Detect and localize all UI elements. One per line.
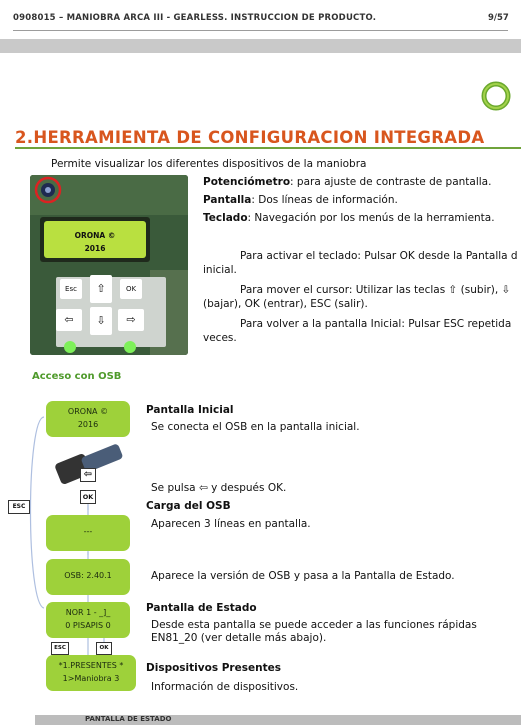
lcd-line: 2016 xyxy=(77,420,99,429)
tool-photo xyxy=(30,175,188,355)
section-intro: Permite visualizar los diferentes dispositivos de la maniobra xyxy=(51,158,367,170)
step-devices-text: Información de dispositivos. xyxy=(151,681,299,693)
section-title: 2.HERRAMIENTA DE CONFIGURACION INTEGRADA xyxy=(15,128,485,147)
orona-logo xyxy=(481,81,511,111)
step-initial-text: Se conecta el OSB en la pantalla inicial. xyxy=(151,421,360,433)
instruction-2b: (bajar), OK (entrar), ESC (salir). xyxy=(203,298,368,310)
lcd-initial xyxy=(46,401,130,437)
right-key[interactable]: ⇨ xyxy=(118,309,144,331)
ok-key-small[interactable]: OK xyxy=(96,642,112,655)
step-load-title: Carga del OSB xyxy=(146,500,231,512)
step-version-text: Aparece la versión de OSB y pasa a la Pantalla de Estado. xyxy=(151,570,455,582)
lcd-line: OSB: 2.40.1 xyxy=(64,571,112,580)
lcd-line: ORONA © xyxy=(67,407,109,416)
up-key[interactable]: ⇧ xyxy=(90,275,112,303)
item-screen xyxy=(203,194,398,206)
step-press-text: Se pulsa ⇦ y después OK. xyxy=(151,482,287,494)
lcd-line-2: 2016 xyxy=(84,244,106,253)
access-title: Acceso con OSB xyxy=(32,371,122,382)
lcd-line: 1>Maniobra 3 xyxy=(62,674,120,683)
lcd-line: --- xyxy=(83,527,93,536)
lcd-line: NOR 1 - _]_ xyxy=(65,608,111,617)
lcd-line: *1.PRESENTES * xyxy=(58,661,124,670)
header-divider xyxy=(13,30,508,31)
lcd-osb-loading xyxy=(46,515,130,551)
step-devices-title: Dispositivos Presentes xyxy=(146,662,281,674)
ok-key[interactable]: OK xyxy=(120,279,142,299)
lcd-devices xyxy=(46,655,136,691)
instruction-2a: Para mover el cursor: Utilizar las teclas ⇧ (subir), ⇩ xyxy=(240,284,511,296)
item-keyboard xyxy=(203,212,495,224)
item-potentiometer xyxy=(203,176,491,188)
left-key[interactable]: ⇦ xyxy=(56,309,82,331)
down-key[interactable]: ⇩ xyxy=(90,307,112,335)
gray-band xyxy=(0,39,521,53)
item-desc: : para ajuste de contraste de pantalla. xyxy=(290,176,492,188)
step-status-text-2: EN81_20 (ver detalle más abajo). xyxy=(151,632,327,644)
instruction-1b: inicial. xyxy=(203,264,237,276)
page-number: 9/57 xyxy=(488,13,509,23)
step-status-text-1: Desde esta pantalla se puede acceder a las funciones rápidas xyxy=(151,619,477,631)
step-load-text: Aparecen 3 líneas en pantalla. xyxy=(151,518,311,530)
esc-key[interactable]: Esc xyxy=(60,279,82,299)
esc-key-small[interactable]: ESC xyxy=(51,642,69,655)
step-initial-title: Pantalla Inicial xyxy=(146,404,234,416)
next-section-title: PANTALLA DE ESTADO xyxy=(85,715,172,723)
instruction-3b: veces. xyxy=(203,332,237,344)
esc-key-flow[interactable]: ESC xyxy=(8,500,30,514)
lcd-status xyxy=(46,602,130,638)
instruction-1a: Para activar el teclado: Pulsar OK desde la Pantalla d xyxy=(240,250,518,262)
item-term: Pantalla xyxy=(203,194,252,206)
item-desc: : Navegación por los menús de la herramienta. xyxy=(247,212,495,224)
lcd-line-1: ORONA © xyxy=(74,231,116,240)
step-status-title: Pantalla de Estado xyxy=(146,602,257,614)
lcd-osb-version xyxy=(46,559,130,595)
instruction-3a: Para volver a la pantalla Inicial: Pulsar ESC repetida xyxy=(240,318,512,330)
ok-key-flow[interactable]: OK xyxy=(80,490,96,504)
section-underline xyxy=(15,147,521,149)
lcd-line: 0 PISAPIS 0 xyxy=(65,621,111,630)
document-title: 0908015 – MANIOBRA ARCA III - GEARLESS. INSTRUCCION DE PRODUCTO. xyxy=(13,13,377,23)
item-term: Teclado xyxy=(203,212,248,224)
item-term: Potenciómetro xyxy=(203,176,291,188)
left-arrow-key[interactable]: ⇦ xyxy=(80,468,96,482)
item-desc: : Dos líneas de información. xyxy=(251,194,398,206)
